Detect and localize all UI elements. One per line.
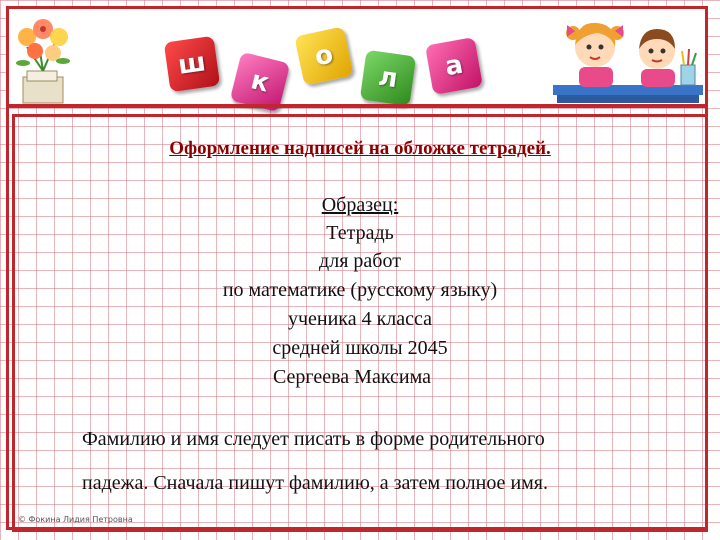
slide-header: [9, 9, 705, 107]
letter-cube: ш: [164, 36, 220, 92]
letter-cube: о: [294, 26, 353, 85]
flower-bouquet-icon: [13, 15, 75, 107]
sample-line: ученика 4 класса: [287, 308, 433, 330]
note-line: Фамилию и имя следует писать в форме родительного: [82, 428, 545, 450]
sample-line: Тетрадь: [326, 222, 394, 244]
page-title: Оформление надписей на обложке тетрадей.: [169, 138, 551, 159]
letter-cube: к: [230, 52, 291, 113]
copyright-text: © Фокина Лидия Петровна: [18, 515, 133, 524]
sample-line: Сергеева Максима: [272, 366, 432, 388]
schoolchildren-illustration-icon: [553, 15, 703, 107]
sample-line: средней школы 2045: [272, 337, 448, 359]
sample-line: по математике (русскому языку): [222, 279, 498, 301]
sample-line: для работ: [319, 250, 401, 272]
sample-label: Образец:: [321, 194, 399, 216]
letter-cube: л: [360, 50, 416, 106]
note-line: падежа. Сначала пишут фамилию, а затем полное имя.: [82, 472, 548, 494]
header-divider: [9, 104, 705, 108]
letter-cube: а: [425, 37, 483, 95]
